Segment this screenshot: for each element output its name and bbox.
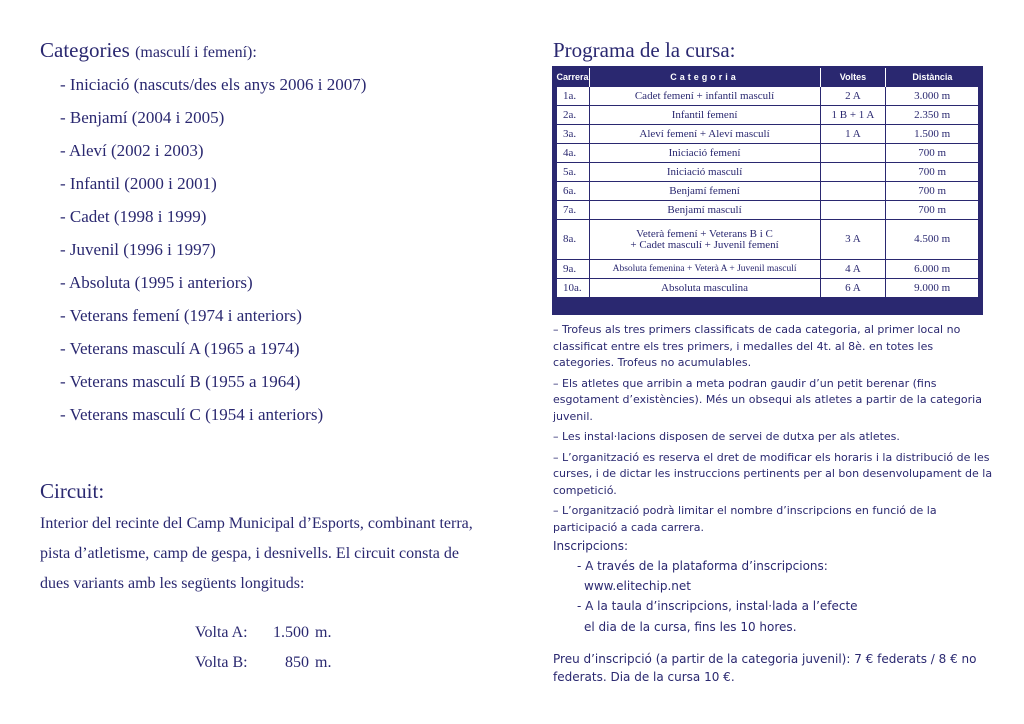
cell-carrera: 8a. xyxy=(557,220,590,260)
table-row xyxy=(557,201,979,220)
table-row xyxy=(557,220,979,260)
category-item: - Infantil (2000 i 2001) xyxy=(60,174,217,193)
cell-voltes: 6 A xyxy=(820,279,886,298)
cell-distancia: 6.000 m xyxy=(886,260,979,279)
cell-voltes: 2 A xyxy=(820,87,886,106)
inscripcions-line3: - A la taula d’inscripcions, instal·lada a l’efecte xyxy=(577,599,858,613)
cell-distancia: 700 m xyxy=(886,182,979,201)
category-item: - Veterans masculí A (1965 a 1974) xyxy=(60,339,300,358)
category-item: - Benjamí (2004 i 2005) xyxy=(60,108,225,127)
cell-voltes: 1 B + 1 A xyxy=(820,106,886,125)
category-item: - Veterans femení (1974 i anteriors) xyxy=(60,306,302,325)
volta-b xyxy=(195,654,331,672)
volta-a-label: Volta A: xyxy=(195,624,248,641)
circuit-heading: Circuit: xyxy=(40,479,105,503)
cell-distancia: 9.000 m xyxy=(886,279,979,298)
table-header-row xyxy=(557,68,979,87)
table-row xyxy=(557,106,979,125)
volta-b-label: Volta B: xyxy=(195,654,248,671)
cell-categoria: Absoluta femenina + Veterà A + Juvenil masculí xyxy=(589,260,820,279)
cell-voltes xyxy=(820,163,886,182)
categories-heading xyxy=(40,38,257,63)
category-item: - Veterans masculí C (1954 i anteriors) xyxy=(60,405,324,424)
cell-carrera: 7a. xyxy=(557,201,590,220)
cell-categoria: Aleví femení + Aleví masculí xyxy=(589,125,820,144)
header-carrera: Carrera xyxy=(557,68,590,87)
notes-block xyxy=(553,322,993,540)
cell-voltes xyxy=(820,144,886,163)
category-item: - Juvenil (1996 i 1997) xyxy=(60,240,216,259)
table-row xyxy=(557,279,979,298)
inscripcions-line1: - A través de la plataforma d’inscripcions: xyxy=(577,559,828,573)
cell-categoria-line2: + Cadet masculí + Juvenil femení xyxy=(630,238,779,251)
volta-a xyxy=(195,624,331,642)
cell-categoria: Benjamí masculí xyxy=(589,201,820,220)
cell-distancia: 700 m xyxy=(886,144,979,163)
cell-categoria xyxy=(589,220,820,260)
category-item: - Aleví (2002 i 2003) xyxy=(60,141,204,160)
inscripcions-line4: el dia de la cursa, fins les 10 hores. xyxy=(584,620,797,634)
preu-inscripcio: Preu d’inscripció (a partir de la categoria juvenil): 7 € federats / 8 € no federats. Dia de la cursa 10 €. xyxy=(553,652,977,684)
cell-distancia: 1.500 m xyxy=(886,125,979,144)
cell-distancia: 2.350 m xyxy=(886,106,979,125)
cell-categoria-line1: Veterà femení + Veterans B i C xyxy=(636,227,773,240)
table-row xyxy=(557,144,979,163)
table-row xyxy=(557,182,979,201)
volta-b-unit: m. xyxy=(315,654,332,671)
cell-distancia: 3.000 m xyxy=(886,87,979,106)
cell-categoria: Cadet femení + infantil masculí xyxy=(589,87,820,106)
cell-carrera: 3a. xyxy=(557,125,590,144)
category-item: - Cadet (1998 i 1999) xyxy=(60,207,207,226)
cell-categoria: Infantil femení xyxy=(589,106,820,125)
note-paragraph: – L’organització podrà limitar el nombre d’inscripcions en funció de la participació a cada carrera. xyxy=(553,504,937,534)
programa-table xyxy=(556,68,979,298)
inscripcions-website-link[interactable]: www.elitechip.net xyxy=(584,579,691,593)
categories-title: Categories xyxy=(40,38,130,62)
cell-voltes: 1 A xyxy=(820,125,886,144)
category-item: - Veterans masculí B (1955 a 1964) xyxy=(60,372,301,391)
table-row xyxy=(557,125,979,144)
right-page xyxy=(512,0,1024,724)
note-paragraph: – Els atletes que arribin a meta podran gaudir d’un petit berenar (fins esgotament d’existències). Més un obsequi als atletes a partir de la categoria juvenil. xyxy=(553,376,982,423)
volta-b-value: 850 xyxy=(285,654,309,671)
cell-carrera: 5a. xyxy=(557,163,590,182)
cell-carrera: 2a. xyxy=(557,106,590,125)
cell-distancia: 700 m xyxy=(886,163,979,182)
note-paragraph: – Les instal·lacions disposen de servei de dutxa per als atletes. xyxy=(553,430,900,443)
circuit-description: Interior del recinte del Camp Municipal d’Esports, combinant terra, pista d’atletisme, camp de gespa, i desnivells. El circuit consta de dues variants amb les següents longituds: xyxy=(40,515,473,592)
category-item: - Absoluta (1995 i anteriors) xyxy=(60,273,253,292)
cell-voltes: 3 A xyxy=(820,220,886,260)
header-distancia: Distància xyxy=(886,68,979,87)
inscripcions-heading: Inscripcions: xyxy=(553,539,629,553)
cell-carrera: 9a. xyxy=(557,260,590,279)
table-row xyxy=(557,87,979,106)
cell-carrera: 4a. xyxy=(557,144,590,163)
header-voltes: Voltes xyxy=(820,68,886,87)
cell-categoria: Absoluta masculina xyxy=(589,279,820,298)
cell-voltes xyxy=(820,201,886,220)
categories-subtitle: (masculí i femení): xyxy=(135,44,257,61)
volta-a-value: 1.500 xyxy=(273,624,309,641)
cell-distancia: 700 m xyxy=(886,201,979,220)
volta-a-unit: m. xyxy=(315,624,332,641)
table-row xyxy=(557,163,979,182)
table-row xyxy=(557,260,979,279)
cell-categoria: Iniciació masculí xyxy=(589,163,820,182)
categories-list xyxy=(60,72,366,435)
category-item: - Iniciació (nascuts/des els anys 2006 i 2007) xyxy=(60,75,367,94)
cell-voltes: 4 A xyxy=(820,260,886,279)
cell-carrera: 10a. xyxy=(557,279,590,298)
programa-heading: Programa de la cursa: xyxy=(553,38,736,62)
note-paragraph: – L’organització es reserva el dret de modificar els horaris i la distribució de les curses, i de dictar les instruccions pertinents per al bon desenvolupament de la competició. xyxy=(553,450,993,497)
cell-distancia: 4.500 m xyxy=(886,220,979,260)
header-categoria: Categoria xyxy=(589,68,820,87)
cell-categoria: Iniciació femení xyxy=(589,144,820,163)
cell-voltes xyxy=(820,182,886,201)
cell-categoria: Benjamí femení xyxy=(589,182,820,201)
cell-carrera: 1a. xyxy=(557,87,590,106)
note-paragraph: – Trofeus als tres primers classificats de cada categoria, al primer local no classificat entre els tres primers, i medalles del 4t. al 8è. en totes les categories. Trofeus no acumulables. xyxy=(553,323,961,369)
cell-carrera: 6a. xyxy=(557,182,590,201)
programa-table-frame xyxy=(552,66,983,315)
